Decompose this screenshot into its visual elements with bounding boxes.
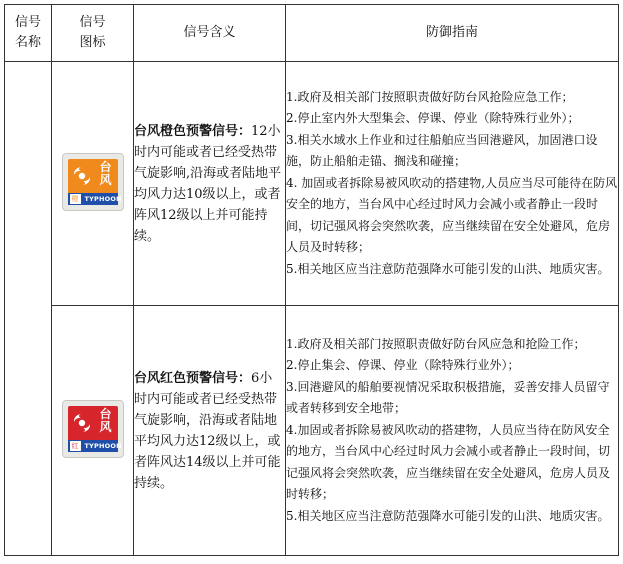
typhoon-swirl-icon [71, 412, 93, 434]
typhoon-orange-signal-icon [62, 153, 124, 211]
table-header-row [5, 5, 619, 62]
signal-icon-cell [52, 306, 134, 556]
badge-english-text: TYPHOON [84, 441, 122, 450]
meaning-body: 6小时内可能或者已经受热带气旋影响，沿海或者陆地平均风力达12级以上，或者阵风达14级以上并可能持续。 [134, 370, 281, 491]
meaning-title: 台风红色预警信号： [134, 370, 252, 386]
typhoon-swirl-icon [71, 165, 93, 187]
guide-item: 5.相关地区应当注意防范强降水可能引发的山洪、地质灾害。 [286, 508, 610, 523]
defense-guide-cell [286, 62, 619, 306]
badge-level: 红 [71, 441, 79, 450]
badge-english-text: TYPHOON [84, 194, 122, 203]
signal-icon-cell [52, 62, 134, 306]
badge-level: 橙 [71, 194, 79, 203]
header-signal-icon: 信号 图标 [52, 5, 134, 62]
signal-meaning-cell [134, 306, 286, 556]
meaning-title: 台风橙色预警信号： [134, 123, 252, 139]
guide-item: 4.加固或者拆除易被风吹动的搭建物，人员应当待在防风安全的地方，当台风中心经过时风力会减小或者静止一段时间，切记强风将会突然吹袭，应当继续留在安全处避风，危房人员及时转移； [286, 422, 611, 502]
guide-item: 2.停止集会、停课、停业（除特殊行业外）； [286, 358, 520, 373]
defense-guide-cell [286, 306, 619, 556]
guide-item: 1.政府及相关部门按照职责做好防台风抢险应急工作； [286, 89, 574, 104]
header-defense-guide: 防御指南 [286, 5, 619, 62]
typhoon-red-signal-icon [62, 400, 124, 458]
badge-chinese-text: 台风 [99, 159, 112, 187]
signal-meaning-cell [134, 62, 286, 306]
meaning-body: 12小时内可能或者已经受热带气旋影响,沿海或者陆地平均风力达10级以上，或者阵风12级以上并可能持续。 [134, 123, 282, 244]
table-row [5, 62, 619, 306]
guide-item: 3.相关水域水上作业和过往船舶应当回港避风，加固港口设施，防止船舶走锚、搁浅和碰撞； [286, 132, 598, 169]
guide-item: 3.回港避风的船舶要视情况采取积极措施，妥善安排人员留守或者转移到安全地带； [286, 379, 610, 416]
guide-item: 2.停止室内外大型集会、停课、停业（除特殊行业外）； [286, 111, 580, 126]
guide-item: 5.相关地区应当注意防范强降水可能引发的山洪、地质灾害。 [286, 261, 610, 276]
typhoon-signal-table [4, 4, 619, 556]
table-row [5, 306, 619, 556]
header-signal-meaning: 信号含义 [134, 5, 286, 62]
guide-item: 4. 加固或者拆除易被风吹动的搭建物,人员应当尽可能待在防风安全的地方，当台风中心经过时风力会减小或者静止一段时间，切记强风将会突然吹袭，应当继续留在安全处避风，危房人员及时转移； [286, 175, 618, 255]
badge-chinese-text: 台风 [99, 406, 112, 434]
signal-name-cell [5, 62, 52, 556]
badge-bar [68, 193, 122, 205]
badge-bar [68, 440, 122, 452]
header-signal-name: 信号 名称 [5, 5, 52, 62]
guide-item: 1.政府及相关部门按照职责做好防台风应急和抢险工作； [286, 336, 586, 351]
